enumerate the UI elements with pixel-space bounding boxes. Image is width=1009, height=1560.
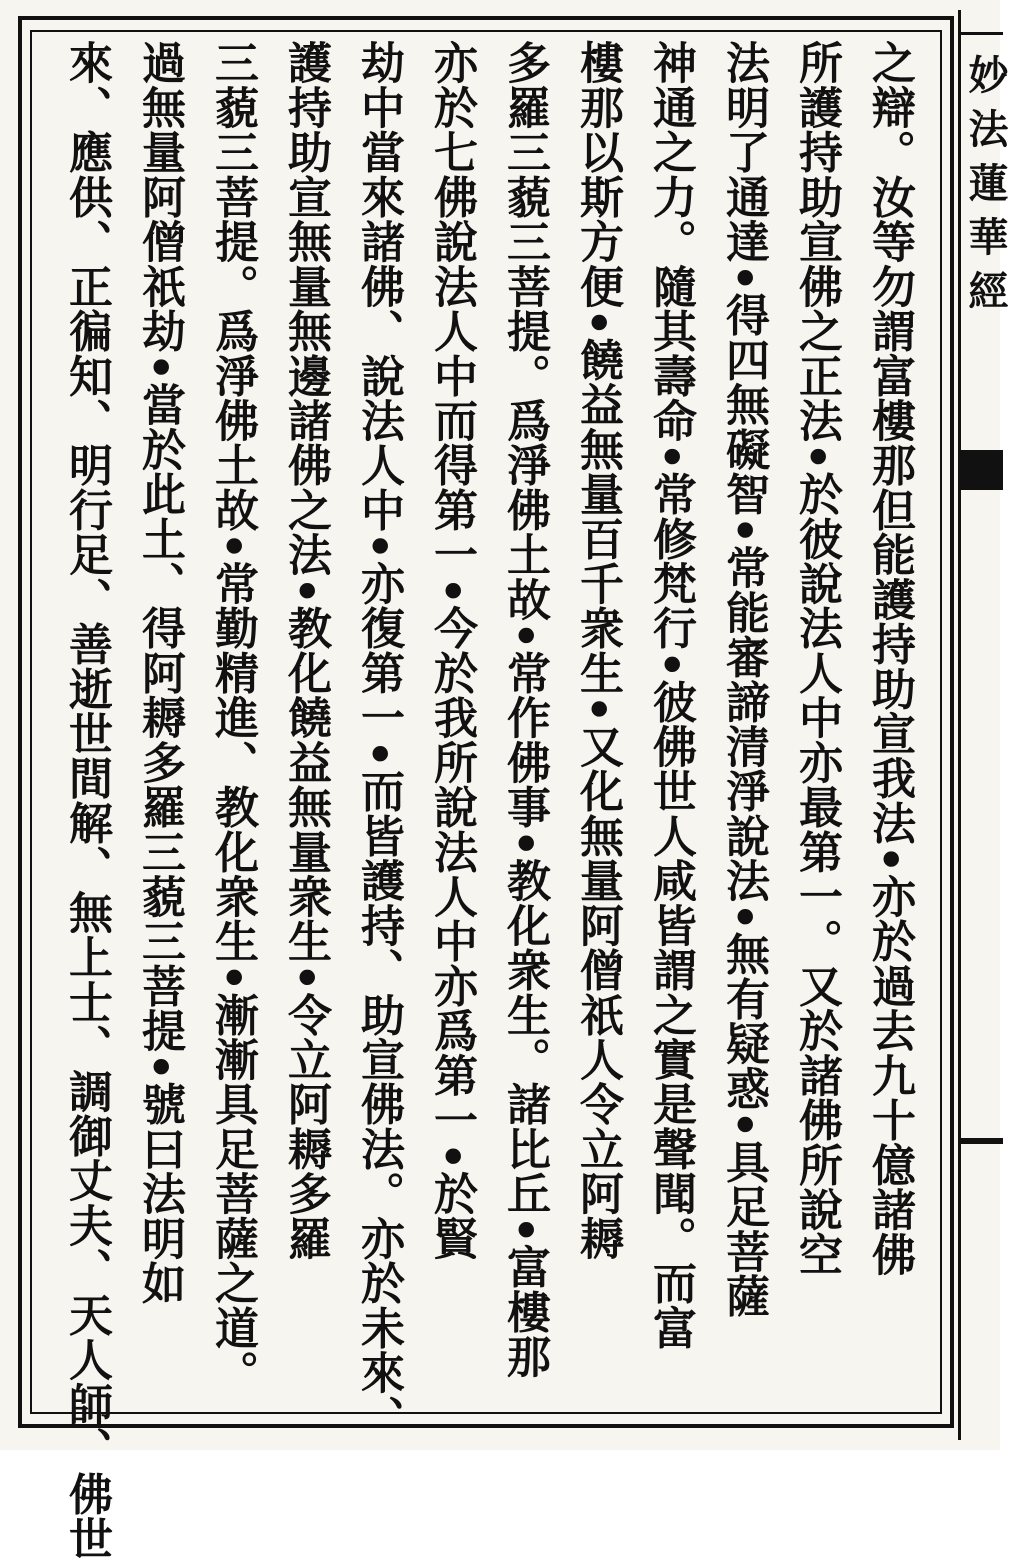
text-column-10: 三藐三菩提。爲淨佛土故•常勤精進、教化衆生•漸漸具足菩薩之道。 bbox=[207, 40, 258, 1395]
text-column-11: 過無量阿僧祇劫•當於此土、得阿耨多羅三藐三菩提•號曰法明如 bbox=[134, 40, 185, 1306]
strip-rule-bottom bbox=[961, 1138, 1003, 1144]
text-column-6: 多羅三藐三菩提。爲淨佛土故•常作佛事•教化衆生。諸比丘•富樓那 bbox=[499, 40, 550, 1379]
text-column-8: 劫中當來諸佛、說法人中•亦復第一•而皆護持、助宣佛法。亦於未來、 bbox=[353, 40, 404, 1440]
adjacent-page-strip bbox=[958, 10, 1009, 1440]
text-column-1: 之辯。汝等勿謂富樓那但能護持助宣我法•亦於過去九十億諸佛 bbox=[864, 40, 915, 1277]
strip-rule-top bbox=[961, 32, 1003, 35]
text-column-2: 所護持助宣佛之正法•於彼說法人中亦最第一。又於諸佛所說空 bbox=[791, 40, 842, 1277]
text-column-7: 亦於七佛說法人中而得第一•今於我所說法人中亦爲第一•於賢 bbox=[426, 40, 477, 1261]
text-column-5: 樓那以斯方便•饒益無量百千衆生•又化無量阿僧祇人令立阿耨 bbox=[572, 40, 623, 1261]
text-column-9: 護持助宣無量無邊諸佛之法•教化饒益無量衆生•令立阿耨多羅 bbox=[280, 40, 331, 1261]
text-column-3: 法明了通達•得四無礙智•常能審諦清淨說法•無有疑惑•具足菩薩 bbox=[718, 40, 769, 1319]
text-column-4: 神通之力。隨其壽命•常修梵行•彼佛世人咸皆謂之實是聲聞。而富 bbox=[645, 40, 696, 1350]
text-column-12: 來、應供、正徧知、明行足、善逝世間解、無上士、調御丈夫、天人師、佛世 bbox=[61, 40, 112, 1560]
vertical-text-block bbox=[46, 40, 926, 1560]
strip-rule-middle bbox=[961, 450, 1003, 490]
strip-title: 妙法蓮華經 bbox=[962, 54, 1009, 324]
